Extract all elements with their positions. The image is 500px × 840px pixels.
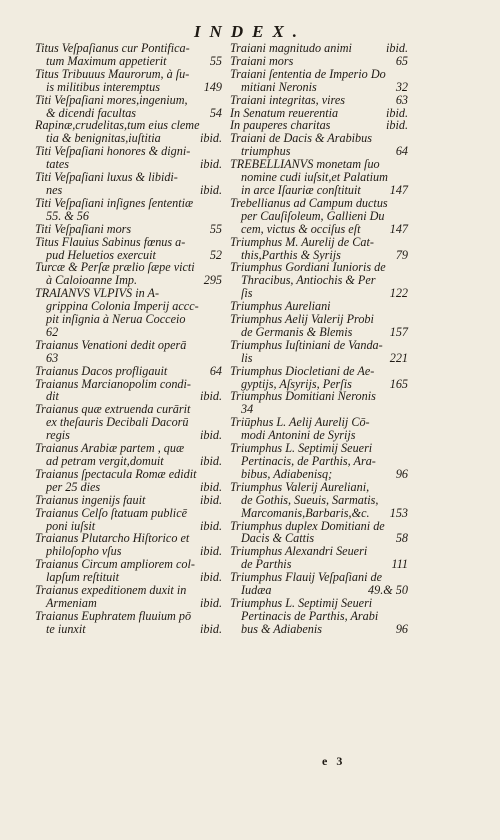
entry-text: regis [46,428,70,443]
index-entry [35,558,222,584]
entry-text: 34 [241,402,254,417]
entry-text: Triumphus Aureliani [230,299,331,314]
entry-text: pit inſignia à Nerua Cocceio [46,312,186,327]
entry-text: Marcomanis,Barbaris,&c. [241,505,370,520]
entry-page-ref: 49.& 50 [368,583,408,598]
index-entry [230,132,408,158]
entry-text: de Germanis & Blemis [241,324,353,339]
entry-text: Pertinacis, de Parthis, Ara- [241,454,376,468]
entry-text: Traiani magnitudo animi [230,41,352,55]
entry-page-ref: ibid. [385,118,408,133]
entry-text: Traianus Circum ampliorem col- [35,557,195,572]
entry-page-ref: 157 [389,324,408,339]
index-entry [230,94,408,107]
entry-text: Triumphus Iuſtiniani de Vanda- [230,337,383,352]
entry-text: Traianus ſpectacula Romæ edidit [35,466,197,481]
entry-text: Armeniam [46,595,97,610]
entry-text: Triumphus Aelij Valerij Probi [230,312,374,327]
index-entry [230,55,408,68]
entry-page-ref: 165 [389,376,408,391]
index-entry [35,261,222,287]
entry-text: Titus Flauius Sabinus fœnus a- [35,234,186,249]
entry-text: Triumphus L. Septimij Seueri [230,441,373,456]
entry-text: In pauperes charitas [230,118,331,133]
index-entry [35,442,222,468]
index-entry [230,442,408,481]
entry-text: Traianus ingenijs fauit [35,492,146,507]
entry-text: mitiani Neronis [241,79,317,94]
entry-page-ref: ibid. [199,131,222,146]
index-column-left [35,42,222,636]
index-entry [230,520,408,546]
entry-page-ref: 153 [389,505,408,520]
entry-text: TREBELLIANVS monetam ſuo [230,157,380,172]
entry-text: Triumphus Alexandri Seueri [230,544,368,559]
entry-text: Triumphus L. Septimij Seueri [230,595,373,610]
entry-text: te iunxit [46,621,86,636]
page-header: INDEX. [193,22,307,41]
entry-text: 55. & 56 [46,208,89,223]
index-entry [35,223,222,236]
entry-text: Traianus Arabiæ partem , quæ [35,441,185,456]
entry-text: à Caloioanne Imp. [46,273,138,288]
entry-text: pud Heluetios exercuit [46,247,156,262]
index-entry [35,287,222,339]
entry-text: cem, victus & occiſus eſt [241,221,361,236]
entry-page-ref: ibid. [199,595,222,610]
index-entry [230,390,408,416]
entry-page-ref: 65 [395,53,408,68]
entry-text: 63 [46,350,59,365]
entry-text: Titi Veſpaſiani mores,ingenium, [35,92,188,107]
index-entry [230,481,408,520]
entry-page-ref: ibid. [199,479,222,494]
entry-page-ref: ibid. [199,389,222,404]
entry-text: Triumphus Valerij Aureliani, [230,479,370,494]
entry-text: in arce Iſauriæ conſtituit [241,182,361,197]
index-entry [35,42,222,68]
entry-page-ref: 54 [209,105,222,120]
entry-text: Traiani mors [230,53,294,68]
index-entry [35,610,222,636]
entry-text: bibus, Adiabenisq; [241,466,333,481]
entry-text: Triumphus Domitiani Neronis [230,389,376,404]
index-entry [35,532,222,558]
entry-page-ref: ibid. [385,105,408,120]
entry-page-ref: 147 [389,221,408,236]
entry-text: per 25 dies [46,479,101,494]
index-entry [230,236,408,262]
entry-text: Titi Veſpaſiani honores & digni- [35,144,191,159]
entry-page-ref: 58 [395,531,408,546]
entry-page-ref: 295 [203,273,222,288]
index-entry [230,158,408,197]
index-entry [230,597,408,636]
entry-text: Pertinacis de Parthis, Arabi [241,608,379,623]
signature-mark: e 3 [322,754,346,768]
entry-text: & dicendi facultas [46,105,137,120]
entry-page-ref: ibid. [199,518,222,533]
entry-text: bus & Adiabenis [241,621,323,636]
index-entry [35,378,222,404]
index-entry [35,339,222,365]
entry-page-ref: ibid. [199,570,222,585]
entry-text: grippina Colonia Imperij accc- [46,299,199,314]
entry-page-ref: 63 [395,92,408,107]
index-entry [35,197,222,223]
entry-text: Titi Veſpaſiani mors [35,221,132,236]
entry-text: triumphus [241,144,291,159]
entry-text: Traianus Marcianopolim condi- [35,376,191,391]
entry-page-ref: ibid. [199,621,222,636]
entry-text: Traianus quæ extruenda curārit [35,402,191,417]
index-entry [35,145,222,171]
entry-text: Triūphus L. Aelij Aurelij Cō- [230,415,370,430]
entry-page-ref: 149 [203,79,222,94]
entry-page-ref: 55 [209,53,222,68]
entry-text: Trebellianus ad Campum ductus [230,195,388,210]
entry-text: tum Maximum appetierit [46,53,167,68]
entry-page-ref: ibid. [199,492,222,507]
entry-text: modi Antonini de Syrijs [241,428,356,443]
entry-text: dit [46,389,59,404]
entry-text: Triumphus Flauij Veſpaſiani de [230,570,383,585]
index-entry [35,584,222,610]
entry-text: Dacis & Cattis [241,531,315,546]
entry-text: Titi Veſpaſiani inſignes ſententiæ [35,195,194,210]
entry-text: lis [241,350,253,365]
entry-text: Thracibus, Antiochis & Per [241,273,376,288]
entry-text: Titi Veſpaſiani luxus & libidi- [35,170,178,185]
entry-text: per Cauſiſoleum, Gallieni Du [241,208,385,223]
index-entry [35,494,222,507]
entry-text: Traiani ſententia de Imperio Do [230,66,386,81]
entry-text: Traiani integritas, vires [230,92,346,107]
entry-text: Iudæa [241,583,272,598]
index-entry [230,545,408,571]
index-entry [35,68,222,94]
entry-text: Traianus Plutarcho Hiſtorico et [35,531,190,546]
index-entry [35,468,222,494]
entry-text: ſis [241,286,253,301]
entry-text: Traianus Dacos profligauit [35,363,168,378]
entry-text: Traiani de Dacis & Arabibus [230,131,372,146]
entry-text: Rapinæ,crudelitas,tum eius cleme [35,118,200,133]
index-entry [230,339,408,365]
entry-text: de Gothis, Sueuis, Sarmatis, [241,492,379,507]
index-column-right [230,42,408,636]
index-entry [230,416,408,442]
entry-text: In Senatum reuerentia [230,105,339,120]
index-entry [35,171,222,197]
index-entry [35,507,222,533]
entry-text: this,Parthis & Syrijs [241,247,341,262]
index-entry [35,365,222,378]
entry-text: gyptijs, Aſsyrijs, Perſis [241,376,352,391]
index-entry [35,119,222,145]
entry-page-ref: 147 [389,182,408,197]
entry-text: Traianus expeditionem duxit in [35,583,187,598]
entry-page-ref: 79 [395,247,408,262]
index-entry [230,68,408,94]
entry-page-ref: ibid. [199,157,222,172]
index-entry [230,197,408,236]
entry-page-ref: ibid. [199,182,222,197]
entry-page-ref: 52 [209,247,222,262]
entry-page-ref: ibid. [199,544,222,559]
index-entry [35,236,222,262]
entry-text: tates [46,157,70,172]
entry-text: nomine cudi iuſsit,et Palatium [241,170,388,185]
entry-text: 62 [46,324,59,339]
entry-page-ref: ibid. [385,41,408,55]
entry-text: TRAIANVS VLPIVS in A- [35,286,160,301]
entry-text: Triumphus Gordiani Iunioris de [230,260,386,275]
entry-page-ref: 96 [395,621,408,636]
entry-page-ref: ibid. [199,454,222,468]
entry-page-ref: 64 [209,363,222,378]
entry-page-ref: 96 [395,466,408,481]
entry-text: Traianus Venationi dedit operā [35,337,187,352]
entry-text: Triumphus duplex Domitiani de [230,518,385,533]
entry-text: Turcæ & Perſæ prælio ſæpe victi [35,260,195,275]
entry-text: Traianus Celſo ſtatuam publicē [35,505,188,520]
entry-text: Traianus Euphratem fluuium pō [35,608,192,623]
entry-text: de Parthis [241,557,292,572]
entry-page-ref: 221 [389,350,408,365]
entry-text: ex theſauris Decibali Dacorū [46,415,189,430]
entry-text: ad petram vergit,domuit [46,454,164,468]
entry-text: nes [46,182,63,197]
index-entry [35,94,222,120]
index-entry [230,261,408,300]
entry-text: Triumphus Diocletiani de Ae- [230,363,375,378]
entry-text: lapſum reſtituit [46,570,120,585]
entry-page-ref: 122 [389,286,408,301]
entry-text: poni iuſsit [46,518,96,533]
entry-text: Titus Veſpaſianus cur Pontifica- [35,41,190,55]
index-entry [230,571,408,597]
entry-page-ref: 64 [395,144,408,159]
index-entry [230,42,408,55]
entry-page-ref: ibid. [199,428,222,443]
index-entry [230,313,408,339]
entry-text: Titus Tribuuus Maurorum, à ſu- [35,66,190,81]
entry-page-ref: 32 [395,79,408,94]
index-entry [230,365,408,391]
entry-text: Triumphus M. Aurelij de Cat- [230,234,374,249]
entry-text: philoſopho vſus [46,544,122,559]
index-entry [35,403,222,442]
entry-text: is militibus interemptus [46,79,160,94]
entry-text: tia & benignitas,iuſtitia [46,131,161,146]
entry-page-ref: 55 [209,221,222,236]
entry-page-ref: 111 [391,557,408,572]
